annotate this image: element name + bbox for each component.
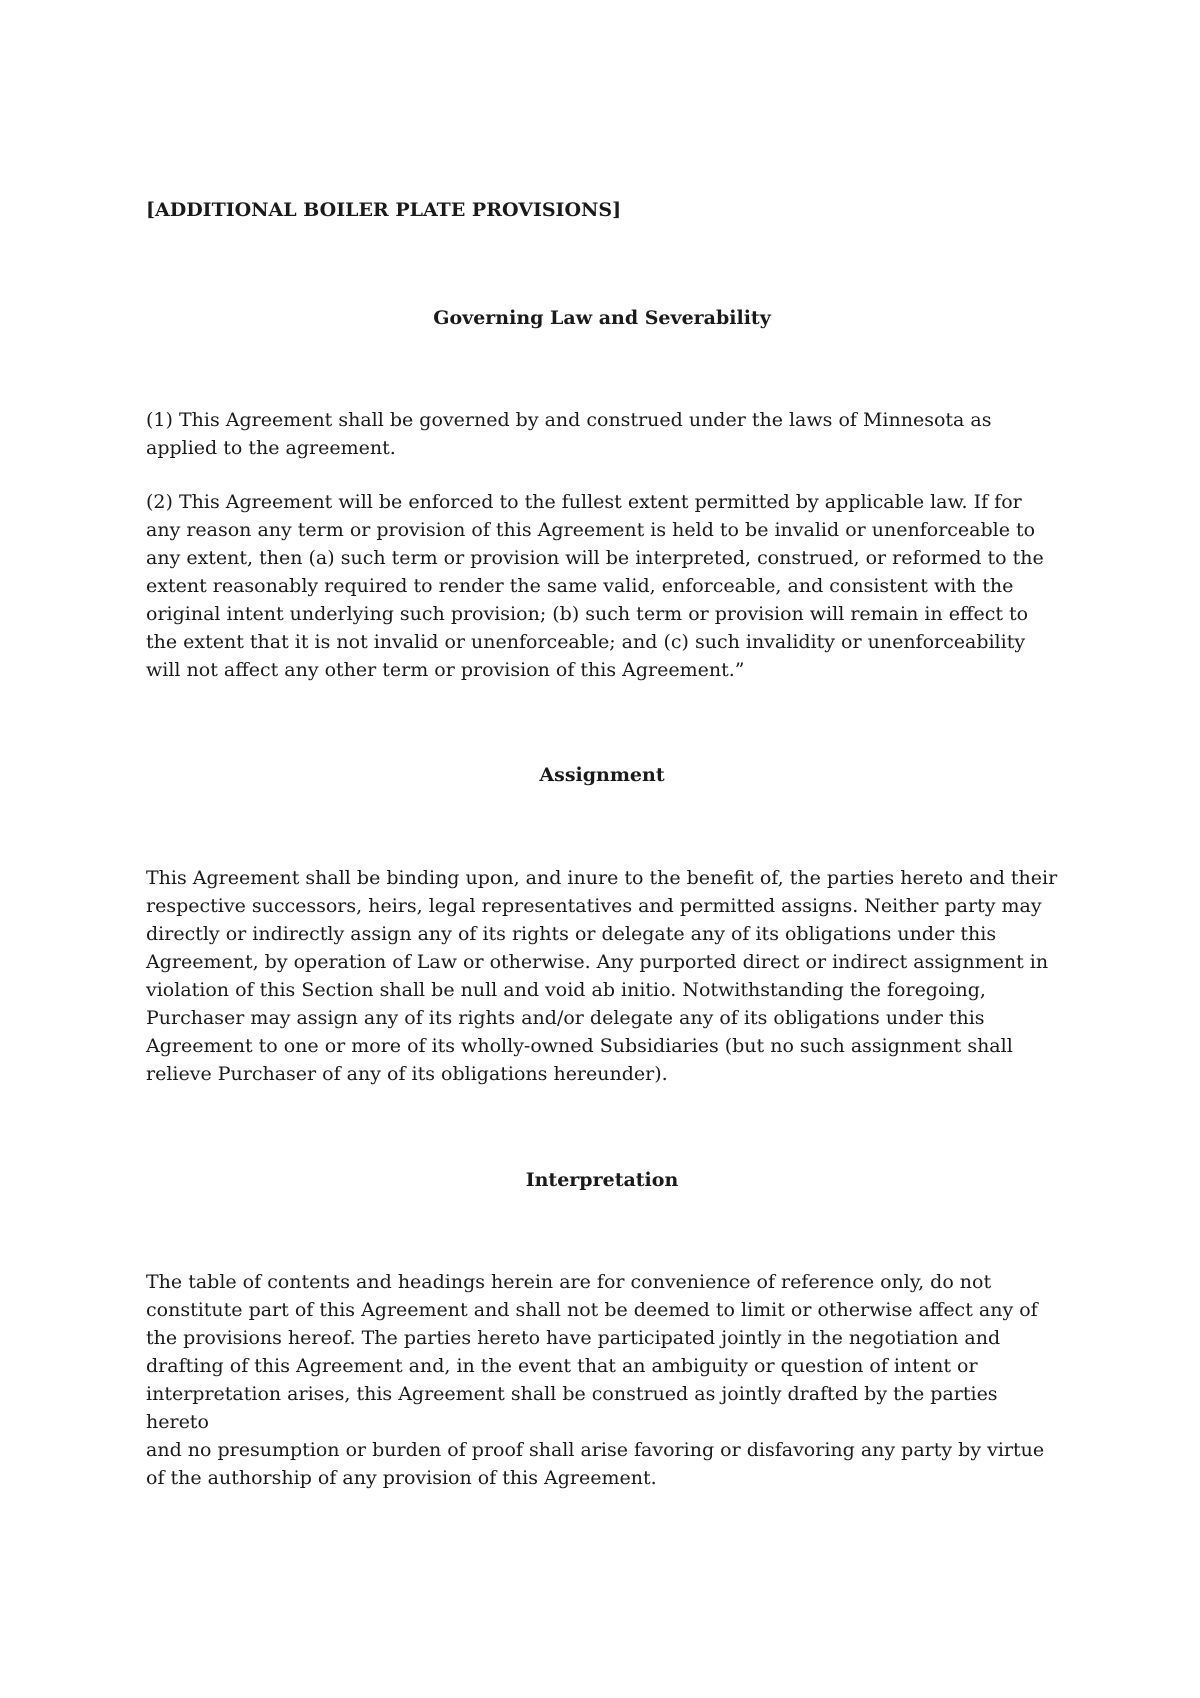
- heading-assignment: Assignment: [539, 764, 665, 786]
- paragraph-governing-law-2: (2) This Agreement will be enforced to the fullest extent permitted by applicable law. If for any reason any term or provision of this Agreement is held to be invalid or unenforceable to any extent, then (a) such term or provision will be interpreted, construed, or reformed to the extent reasonably required to render the same valid, enforceable, and consistent with the original intent underlying such provision; (b) such term or provision will remain in effect to the extent that it is not invalid or unenforceable; and (c) such invalidity or unenforceability will not affect any other term or provision of this Agreement.”: [146, 491, 1044, 681]
- paragraph-interpretation: The table of contents and headings herein are for convenience of reference only, do not constitute part of this Agreement and shall not be deemed to limit or otherwise affect any of the provisions hereof. The parties hereto have participated jointly in the negotiation and drafting of this Agreement and, in the event that an ambiguity or question of intent or interpretation arises, this Agreement shall be construed as jointly drafted by the parties hereto and no presumption or burden of proof shall arise favoring or disfavoring any party by virtue of the authorship of any provision of this Agreement.: [146, 1271, 1045, 1489]
- heading-interpretation: Interpretation: [525, 1169, 679, 1191]
- heading-governing-law: Governing Law and Severability: [433, 307, 771, 329]
- document-title: [ADDITIONAL BOILER PLATE PROVISIONS]: [146, 199, 622, 221]
- paragraph-assignment: This Agreement shall be binding upon, and inure to the benefit of, the parties hereto and their respective successors, heirs, legal representatives and permitted assigns. Neither party may directly or indirectly assign any of its rights or delegate any of its obligations under this Agreement, by operation of Law or otherwise. Any purported direct or indirect assignment in violation of this Section shall be null and void ab initio. Notwithstanding the foregoing, Purchaser may assign any of its rights and/or delegate any of its obligations under this Agreement to one or more of its wholly-owned Subsidiaries (but no such assignment shall relieve Purchaser of any of its obligations hereunder).: [146, 867, 1058, 1085]
- paragraph-governing-law-1: (1) This Agreement shall be governed by and construed under the laws of Minnesota as applied to the agreement.: [146, 409, 992, 459]
